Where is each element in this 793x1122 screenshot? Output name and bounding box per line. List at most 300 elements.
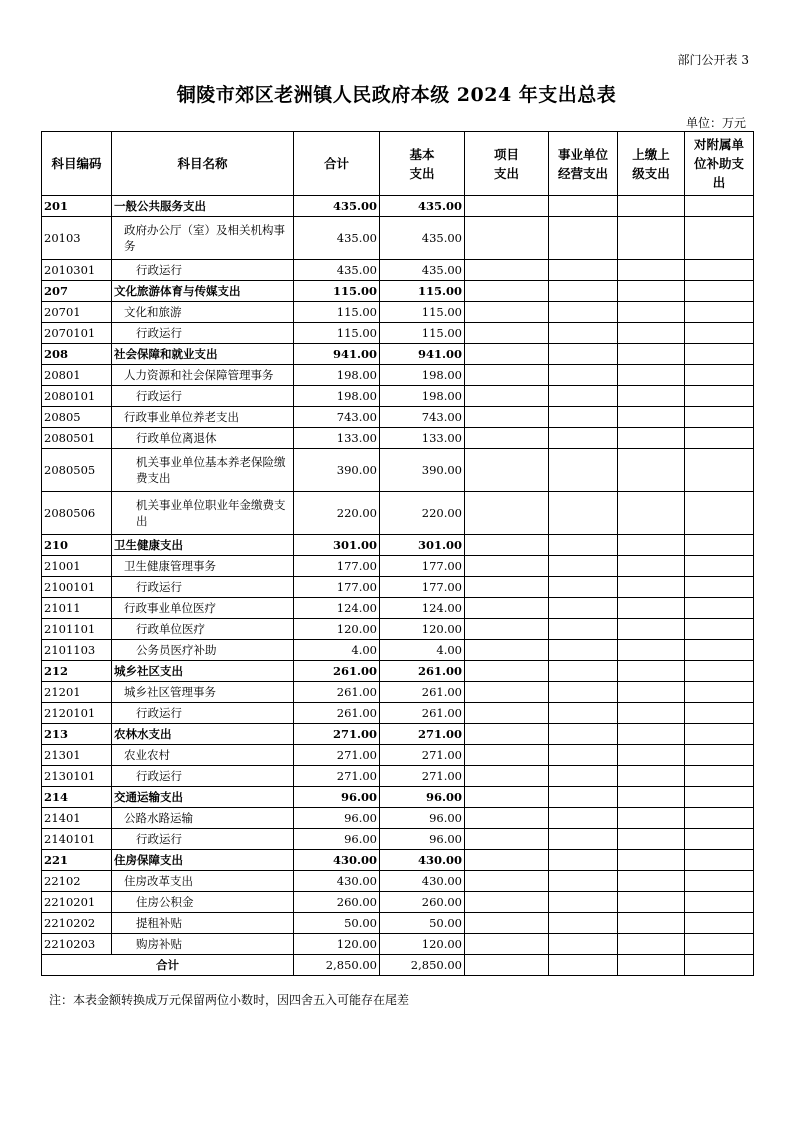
cell-basic: 390.00 [380,449,465,492]
cell-business [549,365,618,386]
cell-project [465,829,549,850]
cell-upper [618,365,685,386]
cell-business [549,217,618,260]
cell-total: 261.00 [294,703,380,724]
cell-business [549,892,618,913]
cell-upper [618,787,685,808]
cell-subsidy [685,323,754,344]
table-row [42,577,754,598]
cell-upper [618,323,685,344]
table-row [42,556,754,577]
total-amount: 2,850.00 [294,955,380,976]
cell-basic: 96.00 [380,787,465,808]
table-row [42,640,754,661]
cell-upper [618,386,685,407]
cell-upper [618,682,685,703]
cell-upper [618,428,685,449]
cell-code: 2080505 [42,449,112,492]
cell-name: 住房公积金 [112,892,294,913]
table-row [42,619,754,640]
cell-total: 430.00 [294,850,380,871]
cell-project [465,556,549,577]
cell-subsidy [685,892,754,913]
cell-name: 文化和旅游 [112,302,294,323]
cell-project [465,492,549,535]
cell-name: 提租补贴 [112,913,294,934]
cell-basic: 430.00 [380,850,465,871]
table-row [42,260,754,281]
cell-subsidy [685,449,754,492]
cell-subsidy [685,703,754,724]
cell-total: 271.00 [294,766,380,787]
cell-total: 743.00 [294,407,380,428]
cell-business [549,577,618,598]
cell-project [465,871,549,892]
cell-upper [618,829,685,850]
cell-total: 115.00 [294,281,380,302]
cell-business [549,556,618,577]
cell-subsidy [685,196,754,217]
cell-name: 购房补贴 [112,934,294,955]
cell-subsidy [685,281,754,302]
table-row [42,766,754,787]
table-row [42,934,754,955]
cell-subsidy [685,724,754,745]
cell-total: 271.00 [294,724,380,745]
cell-project [465,302,549,323]
cell-business [549,724,618,745]
cell-business [549,449,618,492]
cell-project [465,407,549,428]
header-project: 项目 支出 [465,132,549,196]
cell-total: 261.00 [294,682,380,703]
cell-name: 社会保障和就业支出 [112,344,294,365]
cell-code: 20801 [42,365,112,386]
table-row [42,217,754,260]
table-row [42,598,754,619]
cell-subsidy [685,871,754,892]
cell-subsidy [685,386,754,407]
cell-total: 177.00 [294,577,380,598]
table-row [42,682,754,703]
cell-name: 行政运行 [112,703,294,724]
table-row [42,302,754,323]
table-row [42,492,754,535]
cell-business [549,323,618,344]
cell-upper [618,619,685,640]
cell-code: 2080501 [42,428,112,449]
cell-subsidy [685,913,754,934]
cell-code: 214 [42,787,112,808]
cell-name: 行政运行 [112,323,294,344]
cell-name: 人力资源和社会保障管理事务 [112,365,294,386]
cell-name: 行政运行 [112,260,294,281]
cell-business [549,598,618,619]
cell-basic: 271.00 [380,766,465,787]
header-row [42,132,754,196]
cell-upper [618,196,685,217]
cell-business [549,871,618,892]
cell-total: 115.00 [294,302,380,323]
cell-project [465,323,549,344]
cell-upper [618,724,685,745]
cell-code: 22102 [42,871,112,892]
cell-basic: 261.00 [380,682,465,703]
cell-name: 行政运行 [112,386,294,407]
cell-code: 2210201 [42,892,112,913]
cell-business [549,281,618,302]
cell-subsidy [685,302,754,323]
cell-code: 208 [42,344,112,365]
cell-business [549,535,618,556]
cell-total: 220.00 [294,492,380,535]
cell-subsidy [685,492,754,535]
table-row [42,871,754,892]
table-body [42,196,754,976]
header-total: 合计 [294,132,380,196]
cell-code: 2140101 [42,829,112,850]
cell-total: 430.00 [294,871,380,892]
cell-total: 435.00 [294,217,380,260]
cell-total: 271.00 [294,745,380,766]
cell-business [549,850,618,871]
cell-basic: 430.00 [380,871,465,892]
cell-basic: 133.00 [380,428,465,449]
form-number: 部门公开表 3 [677,53,749,67]
page-title: 铜陵市郊区老洲镇人民政府本级 2024 年支出总表 [176,84,617,106]
cell-upper [618,598,685,619]
cell-name: 行政单位离退休 [112,428,294,449]
header-name: 科目名称 [112,132,294,196]
cell-basic: 115.00 [380,323,465,344]
cell-business [549,640,618,661]
cell-business [549,407,618,428]
cell-project [465,640,549,661]
footnote: 注：本表金额转换成万元保留两位小数时，因四舍五入可能存在尾差 [49,993,410,1007]
cell-total: 124.00 [294,598,380,619]
cell-basic: 120.00 [380,619,465,640]
cell-name: 公务员医疗补助 [112,640,294,661]
cell-business [549,619,618,640]
cell-subsidy [685,808,754,829]
cell-project [465,934,549,955]
cell-name: 公路水路运输 [112,808,294,829]
cell-basic: 435.00 [380,196,465,217]
cell-total: 435.00 [294,260,380,281]
cell-project [465,703,549,724]
cell-name: 交通运输支出 [112,787,294,808]
cell-subsidy [685,934,754,955]
cell-subsidy [685,577,754,598]
table-row [42,386,754,407]
cell-total: 198.00 [294,386,380,407]
cell-code: 2100101 [42,577,112,598]
cell-upper [618,217,685,260]
header-upper: 上缴上 级支出 [618,132,685,196]
cell-total: 435.00 [294,196,380,217]
cell-subsidy [685,766,754,787]
cell-name: 行政运行 [112,577,294,598]
cell-upper [618,281,685,302]
cell-total: 96.00 [294,829,380,850]
cell-business [549,428,618,449]
unit-label: 单位：万元 [685,116,746,130]
cell-code: 210 [42,535,112,556]
cell-basic: 743.00 [380,407,465,428]
cell-project [465,850,549,871]
cell-name: 城乡社区支出 [112,661,294,682]
cell-upper [618,344,685,365]
header-basic: 基本 支出 [380,132,465,196]
cell-code: 2101103 [42,640,112,661]
cell-code: 201 [42,196,112,217]
cell-basic: 115.00 [380,281,465,302]
cell-code: 2070101 [42,323,112,344]
cell-business [549,492,618,535]
cell-basic: 260.00 [380,892,465,913]
cell-name: 住房保障支出 [112,850,294,871]
cell-upper [618,492,685,535]
cell-project [465,196,549,217]
cell-upper [618,703,685,724]
cell-business [549,260,618,281]
cell-upper [618,745,685,766]
cell-project [465,344,549,365]
table-row [42,745,754,766]
cell-subsidy [685,217,754,260]
cell-subsidy [685,745,754,766]
cell-project [465,787,549,808]
cell-code: 20805 [42,407,112,428]
cell-code: 21011 [42,598,112,619]
cell-business [549,386,618,407]
cell-name: 农业农村 [112,745,294,766]
cell-business [549,302,618,323]
cell-name: 行政运行 [112,829,294,850]
cell-subsidy [685,535,754,556]
cell-name: 行政单位医疗 [112,619,294,640]
cell-basic: 50.00 [380,913,465,934]
cell-code: 20103 [42,217,112,260]
cell-upper [618,913,685,934]
cell-code: 21001 [42,556,112,577]
cell-name: 住房改革支出 [112,871,294,892]
cell-upper [618,766,685,787]
cell-basic: 120.00 [380,934,465,955]
cell-code: 21201 [42,682,112,703]
cell-basic: 124.00 [380,598,465,619]
cell-business [549,344,618,365]
total-basic: 2,850.00 [380,955,465,976]
cell-code: 2010301 [42,260,112,281]
cell-upper [618,808,685,829]
table-row [42,407,754,428]
cell-business [549,745,618,766]
cell-name: 行政事业单位养老支出 [112,407,294,428]
header-business: 事业单位 经营支出 [549,132,618,196]
table-row [42,808,754,829]
cell-total: 115.00 [294,323,380,344]
cell-total: 96.00 [294,808,380,829]
cell-total: 261.00 [294,661,380,682]
cell-code: 2210203 [42,934,112,955]
cell-total: 4.00 [294,640,380,661]
cell-upper [618,850,685,871]
cell-basic: 198.00 [380,365,465,386]
cell-name: 城乡社区管理事务 [112,682,294,703]
cell-total: 260.00 [294,892,380,913]
cell-basic: 261.00 [380,703,465,724]
cell-upper [618,892,685,913]
cell-basic: 4.00 [380,640,465,661]
cell-name: 机关事业单位基本养老保险缴费支出 [112,449,294,492]
table-row [42,449,754,492]
cell-total: 177.00 [294,556,380,577]
cell-total: 198.00 [294,365,380,386]
cell-code: 213 [42,724,112,745]
table-row [42,196,754,217]
table-row [42,703,754,724]
cell-project [465,682,549,703]
cell-project [465,724,549,745]
cell-upper [618,407,685,428]
cell-project [465,577,549,598]
table-row [42,661,754,682]
cell-basic: 177.00 [380,556,465,577]
cell-basic: 198.00 [380,386,465,407]
cell-name: 一般公共服务支出 [112,196,294,217]
cell-total: 96.00 [294,787,380,808]
cell-code: 2101101 [42,619,112,640]
cell-subsidy [685,661,754,682]
cell-subsidy [685,955,754,976]
expenditure-table [41,131,754,976]
cell-total: 120.00 [294,619,380,640]
cell-code: 2210202 [42,913,112,934]
cell-code: 2080101 [42,386,112,407]
table-row [42,724,754,745]
cell-project [465,428,549,449]
cell-basic: 115.00 [380,302,465,323]
cell-total: 120.00 [294,934,380,955]
table-row [42,281,754,302]
cell-business [549,703,618,724]
cell-project [465,766,549,787]
cell-subsidy [685,407,754,428]
cell-project [465,808,549,829]
cell-code: 207 [42,281,112,302]
cell-subsidy [685,829,754,850]
cell-code: 212 [42,661,112,682]
cell-upper [618,955,685,976]
cell-name: 机关事业单位职业年金缴费支出 [112,492,294,535]
cell-subsidy [685,365,754,386]
cell-business [549,766,618,787]
cell-basic: 301.00 [380,535,465,556]
cell-project [465,745,549,766]
cell-upper [618,302,685,323]
header-code: 科目编码 [42,132,112,196]
cell-project [465,955,549,976]
table-row [42,344,754,365]
cell-basic: 177.00 [380,577,465,598]
table-row [42,428,754,449]
cell-project [465,619,549,640]
table-row [42,913,754,934]
total-row [42,955,754,976]
cell-project [465,535,549,556]
cell-code: 21301 [42,745,112,766]
cell-total: 50.00 [294,913,380,934]
cell-project [465,386,549,407]
cell-subsidy [685,260,754,281]
header-subsidy: 对附属单 位补助支 出 [685,132,754,196]
cell-total: 133.00 [294,428,380,449]
cell-subsidy [685,556,754,577]
cell-upper [618,661,685,682]
cell-name: 政府办公厅（室）及相关机构事务 [112,217,294,260]
cell-subsidy [685,598,754,619]
cell-upper [618,535,685,556]
total-label: 合计 [42,955,294,976]
cell-code: 2130101 [42,766,112,787]
cell-business [549,934,618,955]
cell-name: 行政事业单位医疗 [112,598,294,619]
cell-upper [618,871,685,892]
cell-code: 21401 [42,808,112,829]
cell-basic: 941.00 [380,344,465,365]
cell-project [465,217,549,260]
cell-basic: 220.00 [380,492,465,535]
cell-total: 941.00 [294,344,380,365]
cell-business [549,661,618,682]
cell-upper [618,640,685,661]
cell-total: 390.00 [294,449,380,492]
cell-project [465,449,549,492]
cell-basic: 435.00 [380,217,465,260]
cell-project [465,260,549,281]
cell-subsidy [685,428,754,449]
cell-project [465,913,549,934]
cell-basic: 271.00 [380,724,465,745]
cell-subsidy [685,619,754,640]
cell-name: 行政运行 [112,766,294,787]
cell-upper [618,934,685,955]
cell-business [549,913,618,934]
cell-basic: 96.00 [380,808,465,829]
cell-upper [618,449,685,492]
cell-upper [618,556,685,577]
cell-subsidy [685,682,754,703]
cell-subsidy [685,787,754,808]
cell-upper [618,260,685,281]
table-row [42,323,754,344]
cell-business [549,808,618,829]
table-row [42,829,754,850]
cell-project [465,661,549,682]
cell-basic: 435.00 [380,260,465,281]
cell-name: 卫生健康支出 [112,535,294,556]
cell-subsidy [685,640,754,661]
cell-project [465,892,549,913]
cell-subsidy [685,850,754,871]
cell-basic: 271.00 [380,745,465,766]
cell-subsidy [685,344,754,365]
cell-project [465,598,549,619]
cell-project [465,281,549,302]
cell-business [549,955,618,976]
cell-name: 农林水支出 [112,724,294,745]
